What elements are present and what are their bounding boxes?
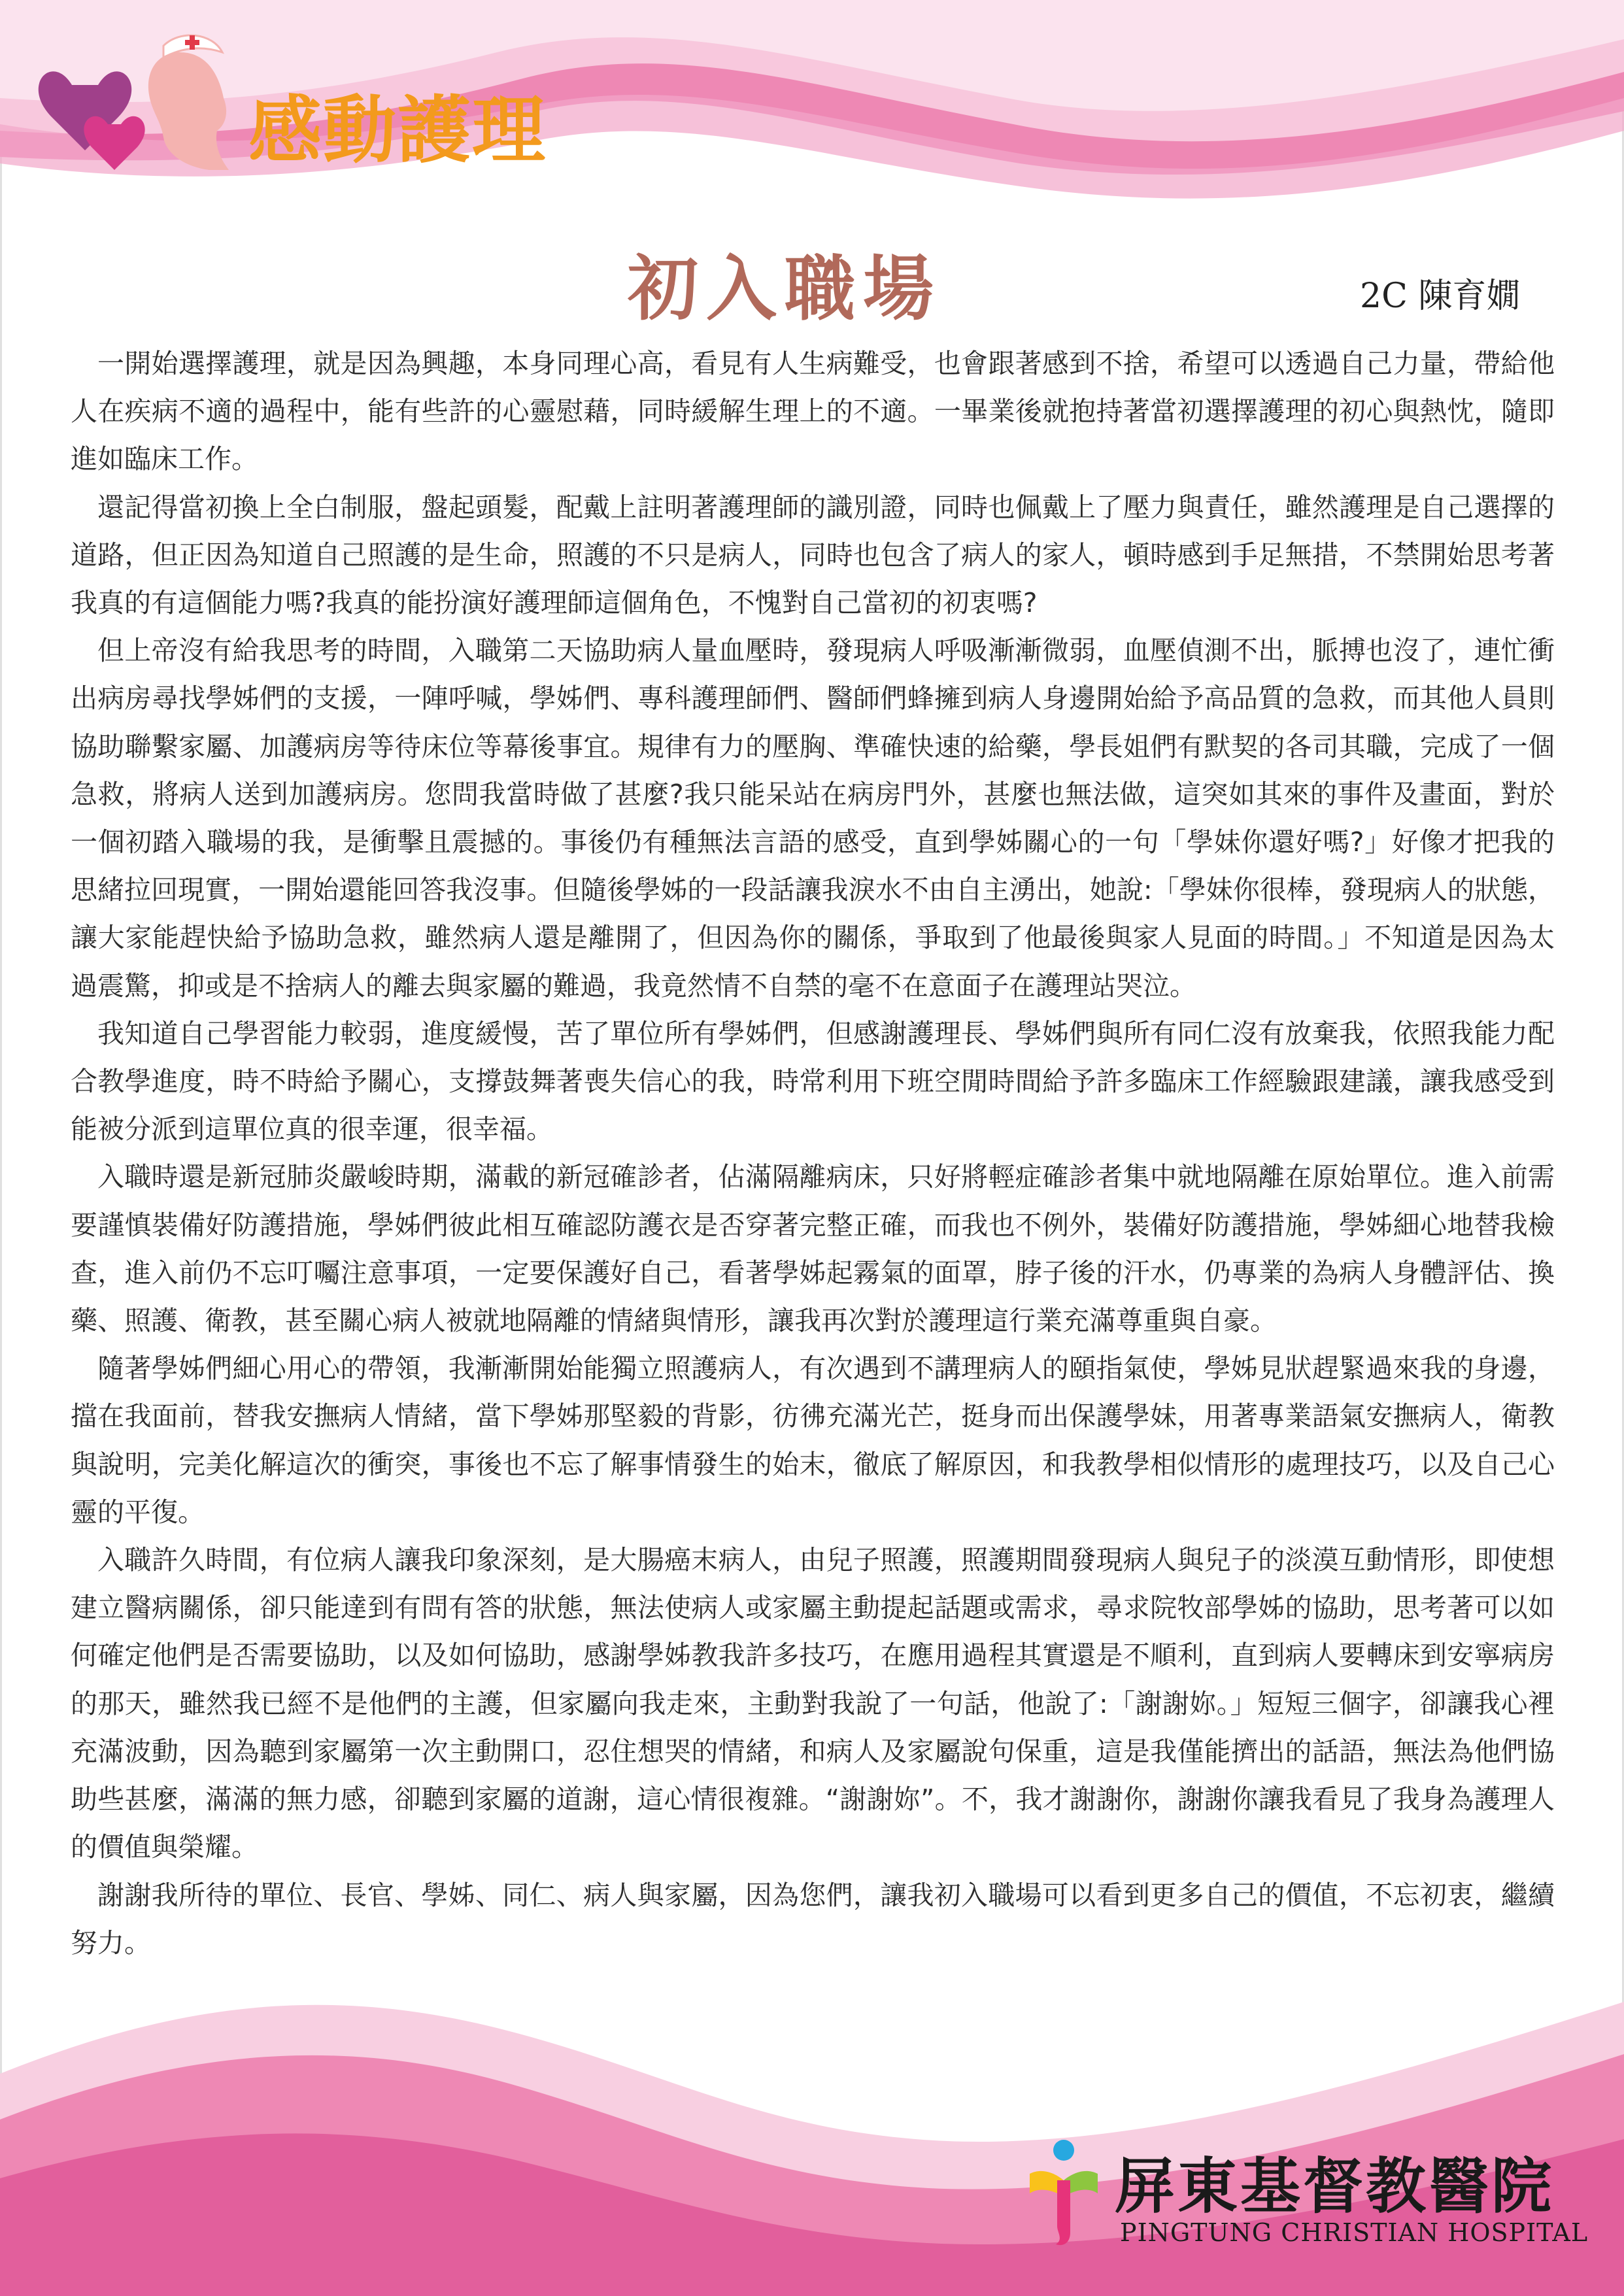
- cross-logo-icon: [1017, 2135, 1115, 2252]
- nurse-hearts-logo-icon: [33, 26, 255, 190]
- article-body: [71, 340, 1555, 1967]
- paragraph: 入職時還是新冠肺炎嚴峻時期，滿載的新冠確診者，佔滿隔離病床，只好將輕症確診者集中就地隔離在原始單位。進入前需要謹慎裝備好防護措施，學姊們彼此相互確認防護衣是否穿著完整正確，而我也不例外，裝備好防護措施，學姊細心地替我檢查，進入前仍不忘叮囑注意事項，一定要保護好自己，看著學姊起霧氣的面罩，脖子後的汗水，仍專業的為病人身體評估、換藥、照護、衛教，甚至關心病人被就地隔離的情緒與情形，讓我再次對於護理這行業充滿尊重與自豪。: [71, 1161, 1555, 1337]
- brand-title: 感動護理: [248, 88, 547, 173]
- paragraph: 隨著學姊們細心用心的帶領，我漸漸開始能獨立照護病人，有次遇到不講理病人的頤指氣使，學姊見狀趕緊過來我的身邊，擋在我面前，替我安撫病人情緒，當下學姊那堅毅的背影，彷彿充滿光芒，挺身而出保護學妹，用著專業語氣安撫病人，衛教與說明，完美化解這次的衝突，事後也不忘了解事情發生的始末，徹底了解原因，和我教學相似情形的處理技巧，以及自己心靈的平復。: [71, 1353, 1555, 1528]
- hospital-name-cn: 屏東基督教醫院: [1115, 2151, 1555, 2221]
- paragraph: 我知道自己學習能力較弱，進度緩慢，苦了單位所有學姊們，但感謝護理長、學姊們與所有同仁沒有放棄我，依照我能力配合教學進度，時不時給予關心，支撐鼓舞著喪失信心的我，時常利用下班空閒時間給予許多臨床工作經驗跟建議，讓我感受到能被分派到這單位真的很幸運，很幸福。: [71, 1017, 1555, 1145]
- article-title: 初入職場: [628, 248, 942, 330]
- hospital-name-en: PINGTUNG CHRISTIAN HOSPITAL: [1120, 2218, 1589, 2247]
- paragraph: 謝謝我所待的單位、長官、學姊、同仁、病人與家屬，因為您們，讓我初入職場可以看到更多自己的價值，不忘初衷，繼續努力。: [71, 1879, 1555, 1959]
- brand-logo: [33, 26, 582, 190]
- paragraph: 入職許久時間，有位病人讓我印象深刻，是大腸癌末病人，由兒子照護，照護期間發現病人與兒子的淡漠互動情形，即使想建立醫病關係，卻只能達到有問有答的狀態，無法使病人或家屬主動提起話題或需求，尋求院牧部學姊的協助，思考著可以如何確定他們是否需要協助，以及如何協助，感謝學姊教我許多技巧，在應用過程其實還是不順利，直到病人要轉床到安寧病房的那天，雖然我已經不是他們的主護，但家屬向我走來，主動對我說了一句話，他說了:「謝謝妳。」短短三個字，卻讓我心裡充滿波動，因為聽到家屬第一次主動開口，忍住想哭的情緒，和病人及家屬說句保重，這是我僅能擠出的話語，無法為他們協助些甚麼，滿滿的無力感，卻聽到家屬的道謝，這心情很複雜。“謝謝妳”。不，我才謝謝你，謝謝你讓我看見了我身為護理人的價值與榮耀。: [71, 1544, 1555, 1863]
- hospital-logo: [1017, 2135, 1589, 2255]
- paragraph: 但上帝沒有給我思考的時間，入職第二天協助病人量血壓時，發現病人呼吸漸漸微弱，血壓偵測不出，脈搏也沒了，連忙衝出病房尋找學姊們的支援，一陣呼喊，學姊們、專科護理師們、醫師們蜂擁到病人身邊開始給予高品質的急救，而其他人員則協助聯繫家屬、加護病房等待床位等幕後事宜。規律有力的壓胸、準確快速的給藥，學長姐們有默契的各司其職，完成了一個急救，將病人送到加護病房。您問我當時做了甚麼?我只能呆站在病房門外，甚麼也無法做，這突如其來的事件及畫面，對於一個初踏入職場的我，是衝擊且震撼的。事後仍有種無法言語的感受，直到學姊關心的一句「學妹你還好嗎?」好像才把我的思緒拉回現實，一開始還能回答我沒事。但隨後學姊的一段話讓我淚水不由自主湧出，她說:「學妹你很棒，發現病人的狀態，讓大家能趕快給予協助急救，雖然病人還是離開了，但因為你的關係，爭取到了他最後與家人見面的時間。」不知道是因為太過震驚，抑或是不捨病人的離去與家屬的難過，我竟然情不自禁的毫不在意面子在護理站哭泣。: [71, 635, 1555, 1002]
- paragraph: 還記得當初換上全白制服，盤起頭髮，配戴上註明著護理師的識別證，同時也佩戴上了壓力與責任，雖然護理是自己選擇的道路，但正因為知道自己照護的是生命，照護的不只是病人，同時也包含了病人的家人，頓時感到手足無措，不禁開始思考著我真的有這個能力嗎?我真的能扮演好護理師這個角色，不愧對自己當初的初衷嗎?: [71, 491, 1555, 619]
- paragraph: 一開始選擇護理，就是因為興趣，本身同理心高，看見有人生病難受，也會跟著感到不捨，希望可以透過自己力量，帶給他人在疾病不適的過程中，能有些許的心靈慰藉，同時緩解生理上的不適。一畢業後就抱持著當初選擇護理的初心與熱忱，隨即進如臨床工作。: [71, 348, 1555, 475]
- article-author: 2C 陳育嫺: [1360, 277, 1521, 316]
